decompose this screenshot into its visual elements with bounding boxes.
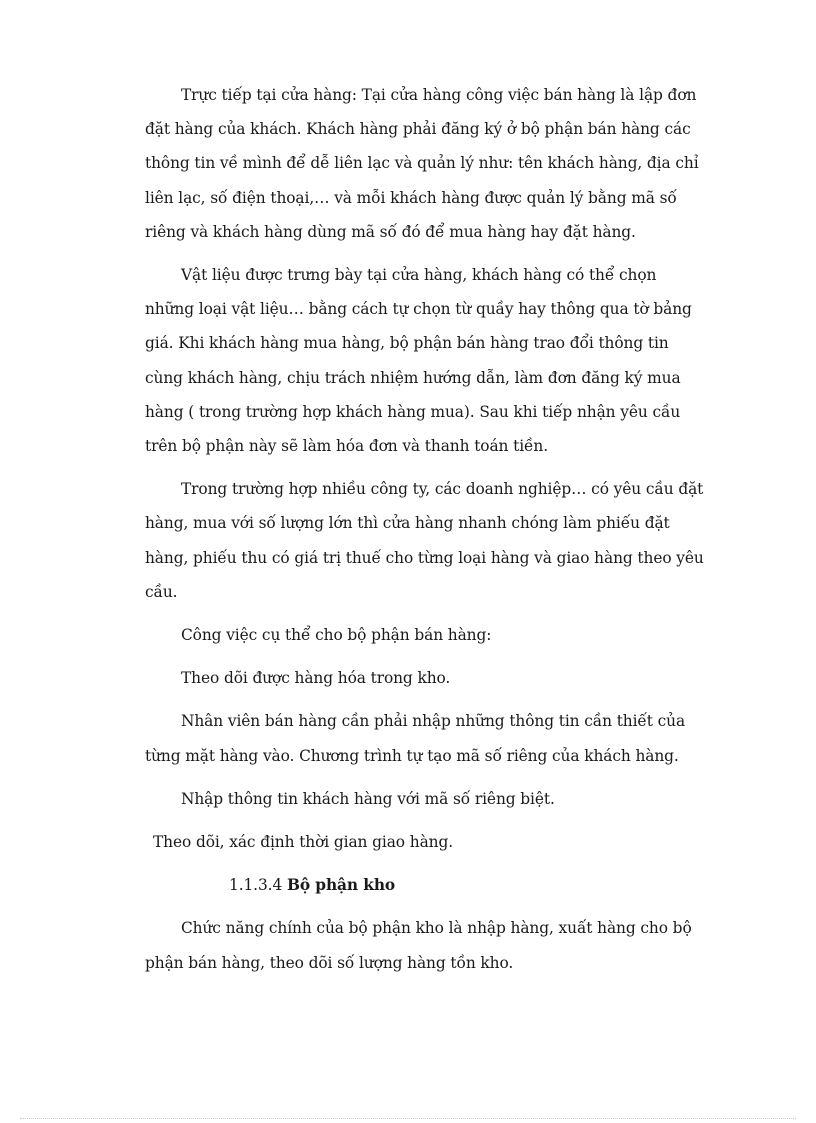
- paragraph-bulk-orders: Trong trường hợp nhiều công ty, các doanh nghiệp… có yêu cầu đặt hàng, mua với số lượng lớn thì cửa hàng nhanh chóng làm phiếu đặt hàng, phiếu thu có giá trị thuế cho từng loại hàng và giao hàng theo yêu cầu.: [145, 480, 704, 601]
- paragraph-track-inventory: Theo dõi được hàng hóa trong kho.: [181, 669, 451, 688]
- section-title: Bộ phận kho: [286, 876, 396, 895]
- document-body: [145, 78, 705, 989]
- section-heading: [145, 868, 705, 902]
- paragraph-sales-tasks-intro: Công việc cụ thể cho bộ phận bán hàng:: [181, 626, 492, 645]
- paragraph-warehouse-function: Chức năng chính của bộ phận kho là nhập hàng, xuất hàng cho bộ phận bán hàng, theo dõi số lượng hàng tồn kho.: [145, 919, 692, 972]
- page-bottom-divider: [20, 1118, 796, 1119]
- section-number: 1.1.3.4: [229, 876, 283, 895]
- paragraph-staff-input: Nhân viên bán hàng cần phải nhập những thông tin cần thiết của từng mặt hàng vào. Chương trình tự tạo mã số riêng của khách hàng.: [145, 712, 686, 765]
- paragraph-direct-sales: Trực tiếp tại cửa hàng: Tại cửa hàng công việc bán hàng là lập đơn đặt hàng của khách. Khách hàng phải đăng ký ở bộ phận bán hàng các thông tin về mình để dễ liên lạc và quản lý như: tên khách hàng, địa chỉ liên lạc, số điện thoại,… và mỗi khách hàng được quản lý bằng mã số riêng và khách hàng dùng mã số đó để mua hàng hay đặt hàng.: [145, 86, 699, 241]
- paragraph-delivery-time: Theo dõi, xác định thời gian giao hàng.: [153, 833, 454, 852]
- paragraph-customer-input: Nhập thông tin khách hàng với mã số riêng biệt.: [181, 789, 555, 808]
- paragraph-materials-display: Vật liệu được trưng bày tại cửa hàng, khách hàng có thể chọn những loại vật liệu… bằng cách tự chọn từ quầy hay thông qua tờ bảng giá. Khi khách hàng mua hàng, bộ phận bán hàng trao đổi thông tin cùng khách hàng, chịu trách nhiệm hướng dẫn, làm đơn đăng ký mua hàng ( trong trường hợp khách hàng mua). Sau khi tiếp nhận yêu cầu trên bộ phận này sẽ làm hóa đơn và thanh toán tiền.: [145, 266, 692, 456]
